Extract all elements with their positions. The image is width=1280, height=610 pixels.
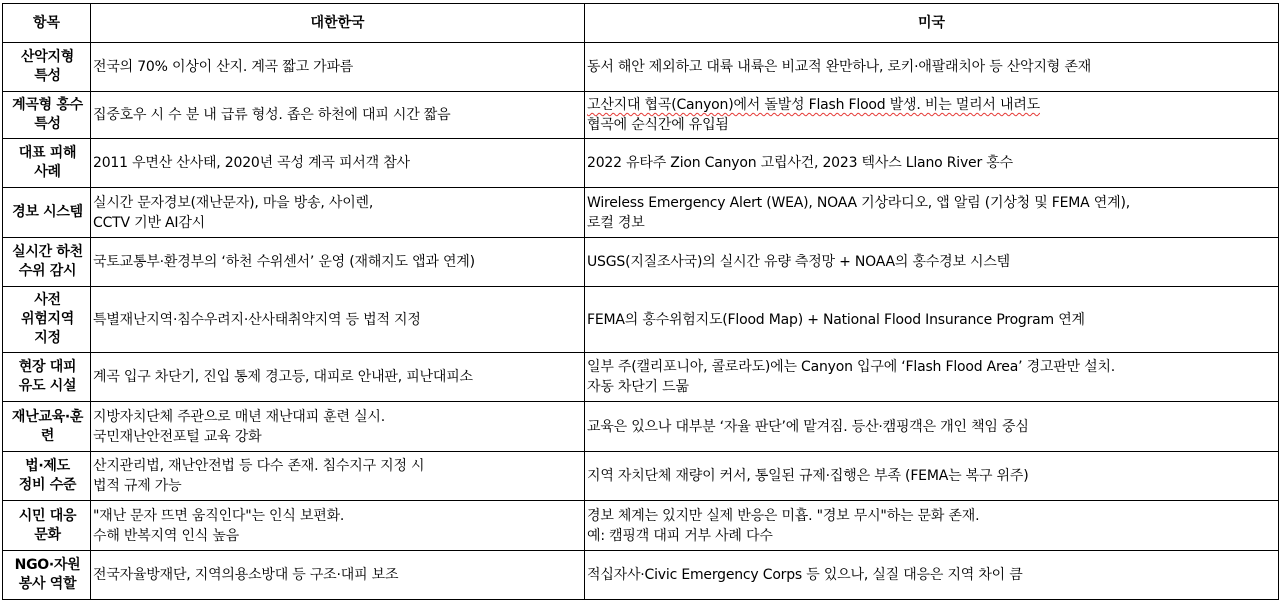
usa-cell: [585, 43, 1279, 92]
korea-line: 수해 반복지역 인식 높음: [93, 527, 239, 544]
table-row: [3, 452, 1279, 501]
table-row: [3, 43, 1279, 92]
korea-line: 국민재난안전포털 교육 강화: [93, 428, 262, 445]
usa-line: 협곡에 순식간에 유입됨: [587, 117, 729, 133]
korea-cell: [91, 43, 585, 92]
usa-line: 경보 체계는 있지만 실제 반응은 미흡. "경보 무시"하는 문화 존재.: [587, 507, 980, 524]
item-line: 경보 시스템: [12, 204, 83, 220]
row-item-cell: [3, 238, 91, 287]
item-line: 사례: [34, 164, 61, 180]
item-line: 지정: [34, 330, 61, 346]
usa-line: 일부 주(캘리포니아, 콜로라도)에는 Canyon 입구에 ‘Flash Flood Area’ 경고판만 설치.: [587, 359, 1116, 375]
usa-cell: [585, 402, 1279, 452]
table-row: [3, 287, 1279, 353]
header-row: [3, 4, 1279, 43]
korea-cell: [91, 188, 585, 238]
usa-line: 동서 해안 제외하고 대륙 내륙은 비교적 완만하나, 로키·애팔래치아 등 산악지형 존재: [587, 59, 1092, 75]
row-item-cell: [3, 551, 91, 600]
row-item-cell: [3, 92, 91, 139]
usa-line: 자동 차단기 드묾: [587, 379, 689, 395]
korea-line: 산지관리법, 재난안전법 등 다수 존재. 침수지구 지정 시: [93, 458, 425, 474]
korea-cell: [91, 452, 585, 501]
korea-line: 법적 규제 가능: [93, 478, 182, 494]
header-item: 항목: [3, 4, 91, 43]
korea-cell: [91, 353, 585, 402]
usa-cell: [585, 92, 1279, 139]
usa-line: 적십자사·Civic Emergency Corps 등 있으나, 실질 대응은 지역 차이 큼: [587, 567, 1023, 583]
korea-line: "재난 문자 뜨면 움직인다"는 인식 보편화.: [93, 507, 345, 524]
usa-cell: [585, 501, 1279, 551]
row-item-cell: [3, 353, 91, 402]
item-line: 정비 수준: [18, 477, 77, 493]
korea-cell: [91, 501, 585, 551]
row-item-cell: [3, 452, 91, 501]
table-row: [3, 238, 1279, 287]
usa-line: USGS(지질조사국)의 실시간 유량 측정망 + NOAA의 홍수경보 시스템: [587, 254, 1010, 270]
korea-line: 집중호우 시 수 분 내 급류 형성. 좁은 하천에 대피 시간 짧음: [93, 107, 451, 123]
usa-line: 예: 캠핑객 대피 거부 사례 다수: [587, 527, 773, 544]
usa-line: Wireless Emergency Alert (WEA), NOAA 기상라디오, 앱 알림 (기상청 및 FEMA 연계),: [587, 194, 1130, 211]
usa-cell: [585, 238, 1279, 287]
table-row: [3, 501, 1279, 551]
item-line: 수위 감시: [18, 263, 77, 279]
usa-cell: [585, 452, 1279, 501]
table-row: [3, 551, 1279, 600]
item-line: 위험지역: [21, 311, 74, 327]
korea-cell: [91, 287, 585, 353]
item-line: 특성: [34, 68, 61, 84]
item-line: 계곡형 홍수: [12, 97, 83, 113]
korea-line: 지방자치단체 주관으로 매년 재난대피 훈련 실시.: [93, 408, 385, 425]
korea-cell: [91, 402, 585, 452]
item-line: 문화: [34, 526, 61, 543]
item-line: 대표 피해: [18, 145, 77, 161]
item-line: 현장 대피: [18, 359, 77, 375]
item-line: 실시간 하천: [12, 244, 83, 260]
row-item-cell: [3, 402, 91, 452]
row-item-cell: [3, 43, 91, 92]
korea-cell: [91, 551, 585, 600]
korea-line: 전국의 70% 이상이 산지. 계곡 짧고 가파름: [93, 59, 354, 75]
table-row: [3, 139, 1279, 188]
korea-line: 실시간 문자경보(재난문자), 마을 방송, 사이렌,: [93, 194, 374, 211]
header-korea: 대한한국: [91, 4, 585, 43]
item-line: 특성: [34, 116, 61, 132]
korea-cell: [91, 139, 585, 188]
item-line: 시민 대응: [18, 507, 77, 524]
item-line: 련: [40, 427, 55, 444]
row-item-cell: [3, 139, 91, 188]
korea-line: 2011 우면산 산사태, 2020년 곡성 계곡 피서객 참사: [93, 155, 410, 171]
header-usa: 미국: [585, 4, 1279, 43]
row-item-cell: [3, 287, 91, 353]
korea-cell: [91, 92, 585, 139]
korea-line: 계곡 입구 차단기, 진입 통제 경고등, 대피로 안내판, 피난대피소: [93, 369, 473, 385]
table-row: [3, 402, 1279, 452]
usa-cell: [585, 287, 1279, 353]
korea-line: CCTV 기반 AI감시: [93, 214, 205, 231]
item-line: 사전: [34, 292, 61, 308]
usa-cell: [585, 551, 1279, 600]
korea-line: 특별재난지역·침수우려지·산사태취약지역 등 법적 지정: [93, 311, 421, 328]
usa-line: 2022 유타주 Zion Canyon 고립사건, 2023 텍사스 Llano River 홍수: [587, 155, 1013, 171]
comparison-table: [2, 3, 1279, 600]
row-item-cell: [3, 501, 91, 551]
usa-line: 고산지대 협곡(Canyon)에서 돌발성 Flash Flood 발생. 비는 멀리서 내려도: [587, 97, 1040, 113]
item-line: 재난교육·훈: [11, 408, 84, 425]
item-line: 유도 시설: [18, 378, 77, 394]
korea-line: 국토교통부·환경부의 ‘하천 수위센서’ 운영 (재해지도 앱과 연계): [93, 254, 475, 270]
usa-cell: [585, 353, 1279, 402]
usa-cell: [585, 139, 1279, 188]
usa-line: FEMA의 홍수위험지도(Flood Map) + National Flood Insurance Program 연계: [587, 311, 1085, 328]
item-line: NGO·자원: [14, 557, 81, 573]
table-row: [3, 188, 1279, 238]
usa-line: 지역 자치단체 재량이 커서, 통일된 규제·집행은 부족 (FEMA는 복구 위주): [587, 468, 1029, 484]
item-line: 산악지형: [21, 49, 74, 65]
usa-line: 로컬 경보: [587, 214, 645, 231]
usa-line: 교육은 있으나 대부분 ‘자율 판단’에 맡겨짐. 등산·캠핑객은 개인 책임 중심: [587, 418, 1029, 435]
korea-cell: [91, 238, 585, 287]
row-item-cell: [3, 188, 91, 238]
item-line: 봉사 역할: [18, 576, 77, 592]
item-line: 법·제도: [25, 458, 70, 474]
table-row: [3, 353, 1279, 402]
korea-line: 전국자율방재단, 지역의용소방대 등 구조·대피 보조: [93, 567, 399, 583]
usa-cell: [585, 188, 1279, 238]
table-row: [3, 92, 1279, 139]
